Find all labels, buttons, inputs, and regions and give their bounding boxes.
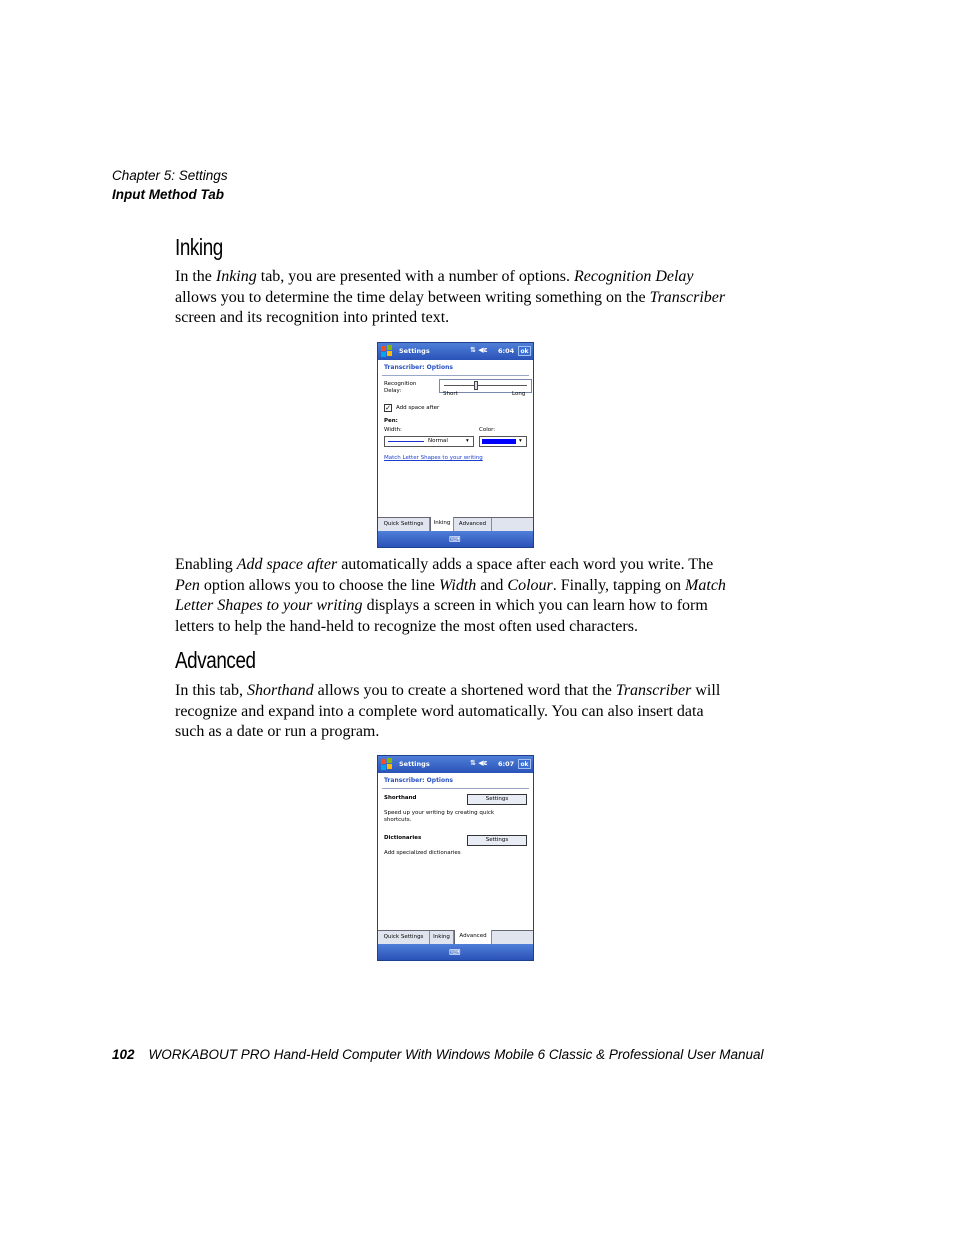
text-run: In the	[175, 268, 216, 285]
advanced-intro-paragraph	[175, 681, 735, 743]
text-run: will recognize and expand into a complete word automatically. You can also insert data such as a date or run a program.	[175, 682, 721, 740]
color-dropdown[interactable]	[479, 436, 527, 447]
inking-heading: Inking	[175, 234, 223, 260]
shorthand-settings-button[interactable]: Settings	[467, 794, 527, 805]
width-value: Normal	[428, 438, 448, 444]
page-footer	[112, 1047, 764, 1062]
bottom-bar	[378, 944, 533, 960]
emphasis-text: Inking	[215, 268, 257, 285]
windows-start-icon[interactable]	[381, 758, 392, 770]
tab-strip	[378, 930, 533, 945]
inking-intro-paragraph	[175, 267, 735, 329]
inking-intro-text	[175, 267, 735, 329]
color-swatch	[482, 439, 516, 444]
text-run: option allows you to choose the line	[199, 576, 439, 594]
clock[interactable]: 6:07	[498, 760, 515, 768]
window-title: Settings	[399, 760, 430, 768]
text-run: screen and its recognition into printed text.	[175, 309, 450, 326]
tab-inking[interactable]: Inking	[430, 517, 454, 531]
emphasis-text: Transcriber	[615, 682, 692, 699]
keyboard-icon[interactable]: ⌨	[449, 948, 461, 957]
bottom-bar	[378, 531, 533, 547]
page-number: 102	[112, 1047, 135, 1062]
text-run: automatically adds a space after each word you write. The	[337, 556, 714, 573]
slider-max-label: Long	[512, 391, 526, 397]
title-bar	[378, 756, 533, 773]
checkmark-icon: ✓	[385, 404, 391, 412]
tab-quick-settings[interactable]: Quick Settings	[378, 518, 430, 531]
inking-body-paragraph	[175, 555, 735, 637]
add-space-checkbox[interactable]	[384, 404, 392, 412]
dictionaries-settings-button[interactable]: Settings	[467, 835, 527, 846]
emphasis-text: Transcriber	[649, 288, 726, 306]
chevron-down-icon: ▾	[466, 438, 469, 444]
emphasis-text: Pen	[175, 576, 200, 594]
keyboard-icon[interactable]: ⌨	[449, 535, 461, 544]
text-run: In this tab,	[175, 682, 247, 699]
add-space-label: Add space after	[396, 405, 440, 411]
advanced-intro-text	[175, 681, 735, 743]
advanced-screenshot	[377, 755, 534, 961]
text-run: tab, you are presented with a number of options.	[256, 268, 574, 285]
emphasis-text: Recognition Delay	[574, 268, 694, 285]
section-header: Input Method Tab	[112, 187, 224, 202]
emphasis-text: Add space after	[236, 556, 338, 573]
width-label: Width:	[384, 427, 402, 433]
ok-button[interactable]: ok	[518, 759, 531, 769]
inking-body-text	[175, 555, 735, 637]
pen-label: Pen:	[384, 418, 398, 424]
shorthand-description: Speed up your writing by creating quick	[384, 810, 495, 816]
shorthand-label: Shorthand	[384, 795, 417, 801]
advanced-heading: Advanced	[175, 647, 256, 673]
chevron-down-icon: ▾	[519, 438, 522, 444]
width-dropdown[interactable]	[384, 436, 474, 447]
emphasis-text: Width	[438, 576, 477, 594]
tab-advanced[interactable]: Advanced	[454, 930, 492, 944]
text-run: and	[476, 576, 508, 594]
title-bar	[378, 343, 533, 360]
window-title: Settings	[399, 347, 430, 355]
divider	[382, 788, 529, 789]
text-run: Enabling	[175, 556, 237, 573]
ok-button[interactable]: ok	[518, 346, 531, 356]
emphasis-text: Colour	[507, 576, 553, 594]
tab-inking[interactable]: Inking	[430, 931, 454, 944]
slider-thumb[interactable]	[474, 381, 478, 390]
manual-title: WORKABOUT PRO Hand-Held Computer With Windows Mobile 6 Classic & Professional User Manual	[148, 1047, 764, 1062]
tab-quick-settings[interactable]: Quick Settings	[378, 931, 430, 944]
page-subtitle: Transcriber: Options	[384, 777, 453, 784]
dictionaries-description: Add specialized dictionaries	[384, 850, 461, 856]
line-sample	[388, 441, 424, 442]
delay-label: Delay:	[384, 388, 402, 394]
tab-strip	[378, 517, 533, 532]
recognition-label: Recognition	[384, 381, 417, 387]
clock[interactable]: 6:04	[498, 347, 515, 355]
match-letter-shapes-link[interactable]: Match Letter Shapes to your writing	[384, 455, 483, 461]
text-run: allows you to create a shortened word that the	[313, 682, 616, 699]
page-subtitle: Transcriber: Options	[384, 364, 453, 371]
emphasis-text: Shorthand	[247, 682, 314, 699]
text-run: displays a screen in which you can learn how to form letters to help the hand-held to recognize the most often used characters.	[175, 597, 708, 635]
text-run: . Finally, tapping on	[552, 576, 686, 594]
divider	[382, 375, 529, 376]
status-icons[interactable]: ⇅ ◀ε	[470, 346, 488, 354]
tab-advanced[interactable]: Advanced	[454, 518, 492, 531]
chapter-header: Chapter 5: Settings	[112, 168, 228, 183]
color-label: Color:	[479, 427, 496, 433]
shorthand-description-cont: shortcuts.	[384, 817, 412, 823]
text-run: allows you to determine the time delay between writing something on the	[175, 288, 650, 306]
windows-start-icon[interactable]	[381, 345, 392, 357]
status-icons[interactable]: ⇅ ◀ε	[470, 759, 488, 767]
slider-min-label: Short	[443, 391, 458, 397]
inking-screenshot	[377, 342, 534, 548]
dictionaries-label: Dictionaries	[384, 835, 422, 841]
emphasis-text: Match Letter Shapes to your writing	[175, 576, 726, 614]
slider-track	[444, 385, 527, 386]
